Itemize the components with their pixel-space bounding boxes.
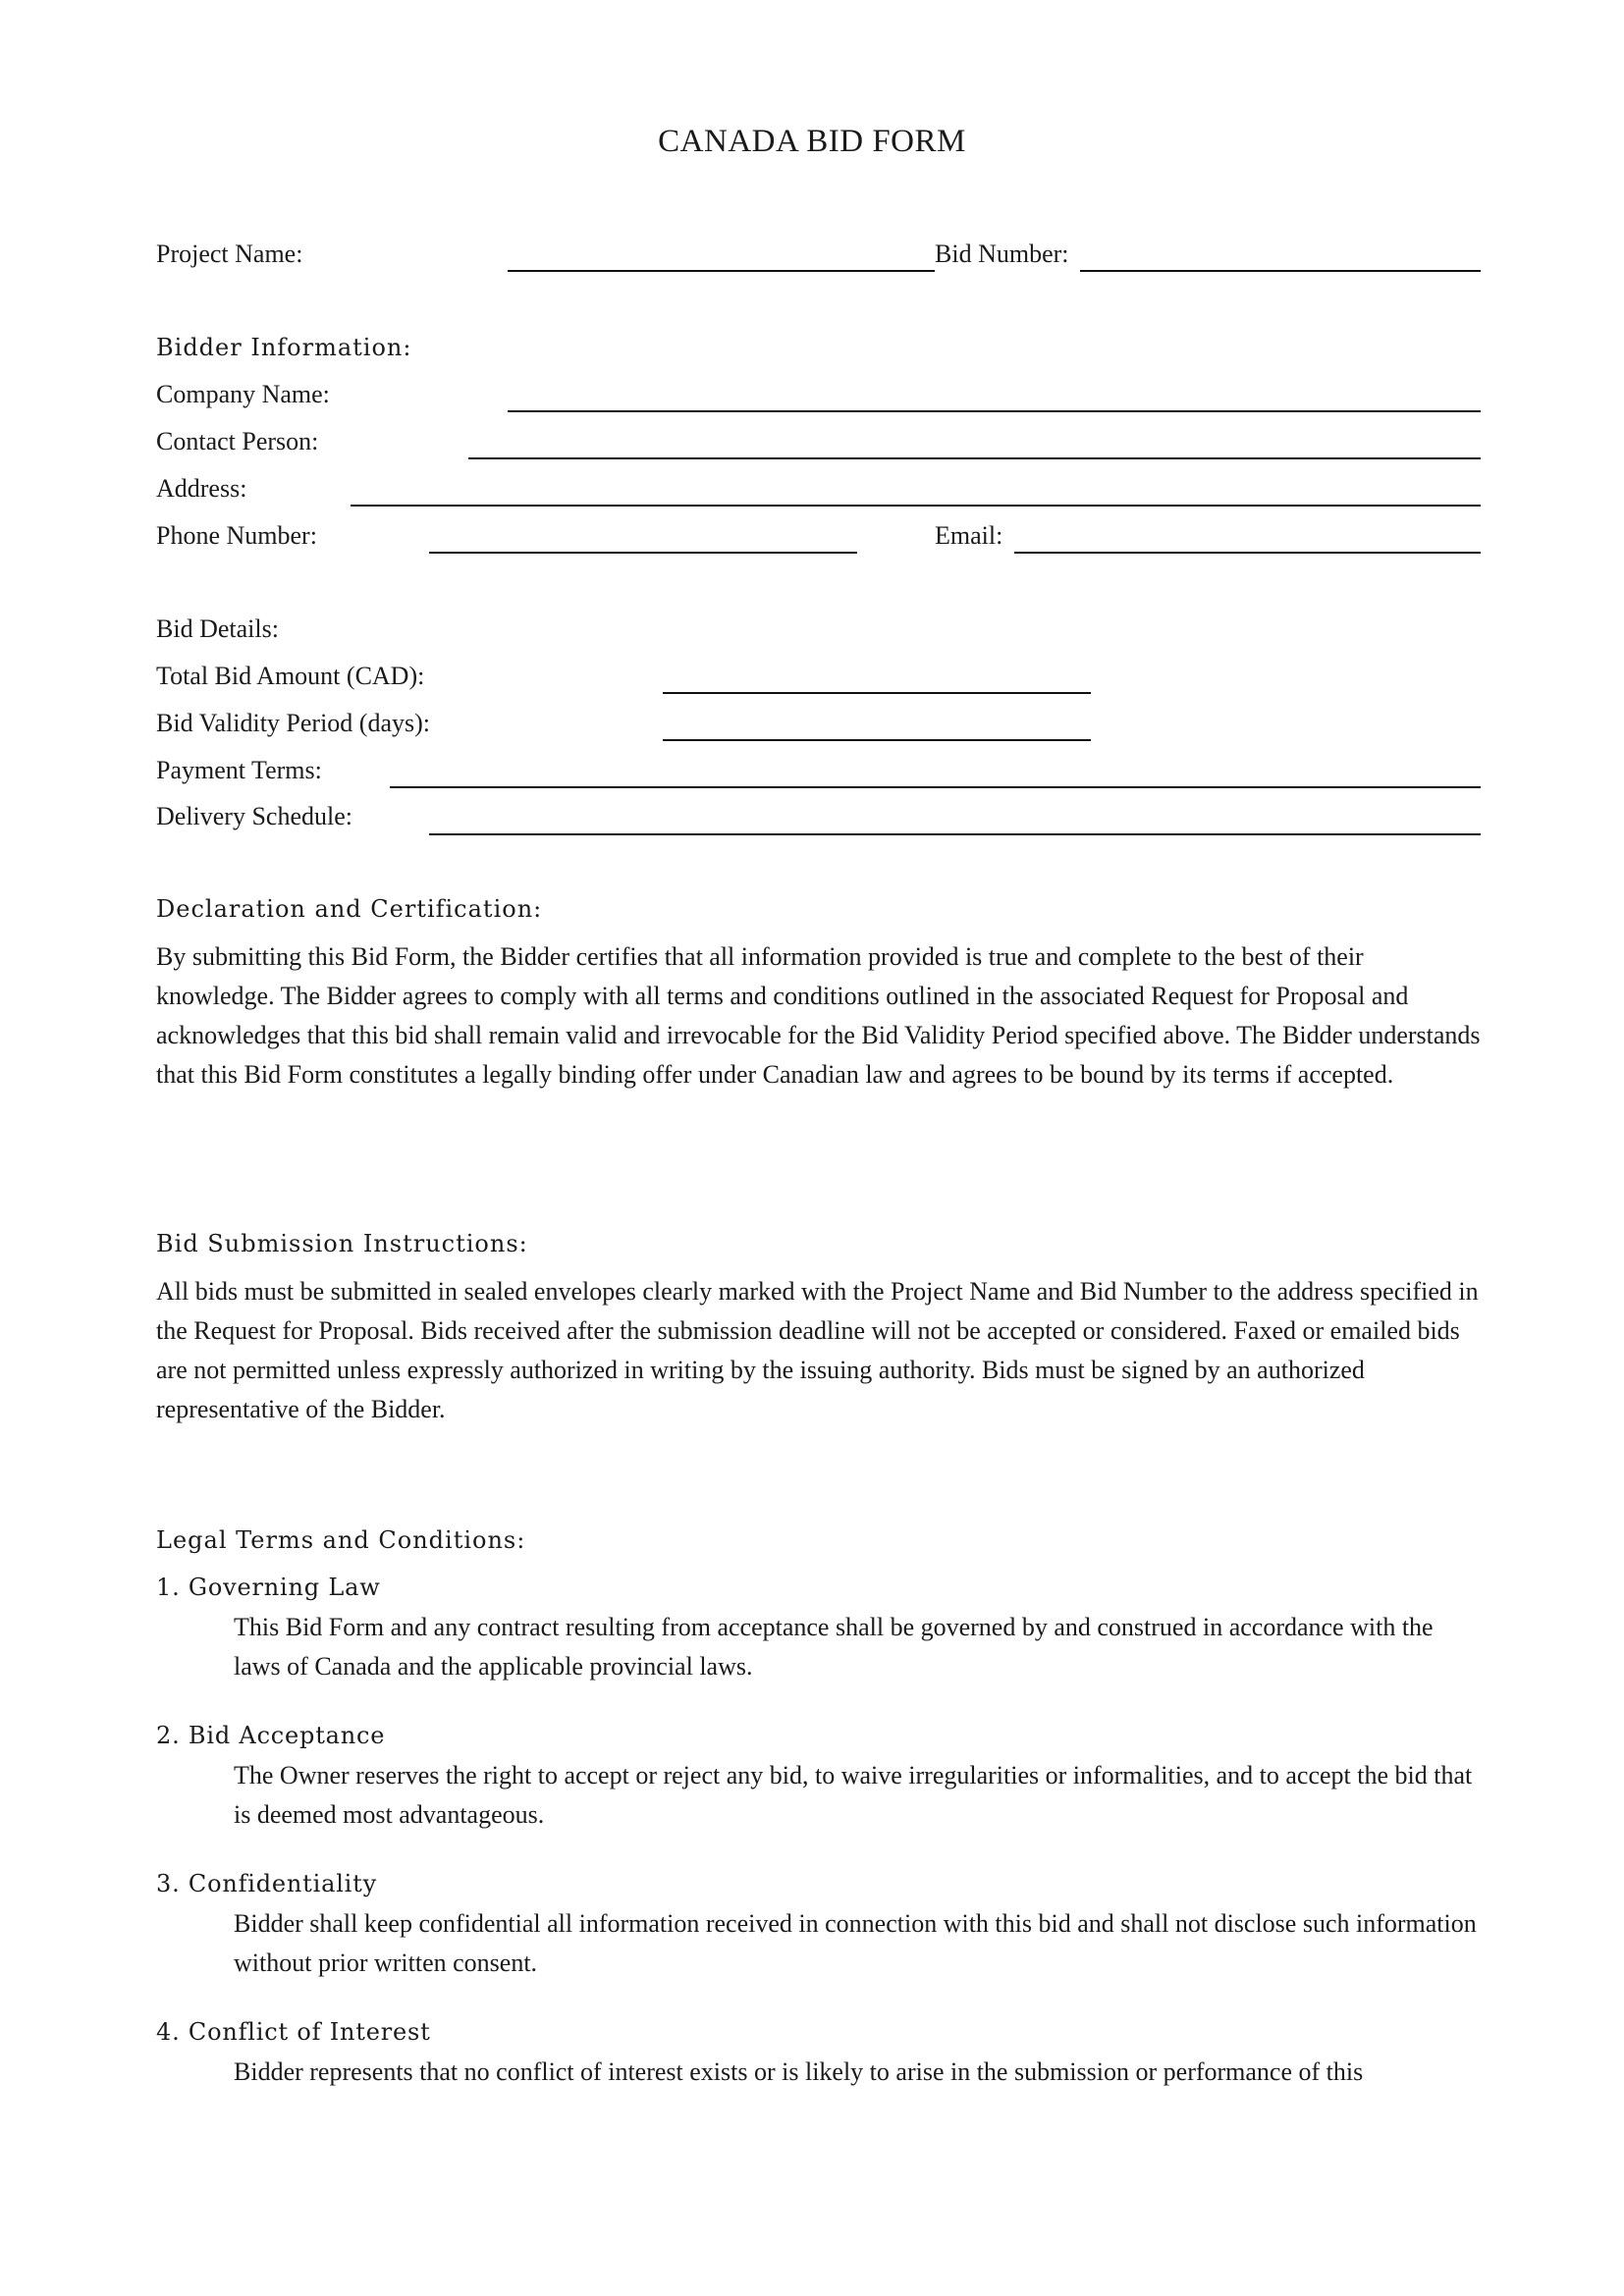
project-name-label: Project Name: — [156, 240, 303, 268]
legal-item-text: Bidder represents that no conflict of interest exists or is likely to arise in the submission or performance of this — [234, 2057, 1364, 2086]
legal-item-text: This Bid Form and any contract resulting from acceptance shall be governed by and construed in accordance with the laws of Canada and the applicable provincial laws. — [234, 1613, 1434, 1681]
contact-person-field[interactable] — [468, 457, 1481, 459]
project-name-field[interactable] — [508, 270, 935, 272]
legal-item-text: The Owner reserves the right to accept or reject any bid, to waive irregularities or informalities, and to accept the bid that is deemed most advantageous. — [234, 1761, 1473, 1829]
legal-item-text: Bidder shall keep confidential all information received in connection with this bid and shall not disclose such information without prior written consent. — [234, 1909, 1477, 1977]
legal-item-title: 3. Confidentiality — [156, 1870, 377, 1897]
contact-person-label: Contact Person: — [156, 427, 319, 455]
email-label: Email: — [935, 521, 1003, 550]
bid-validity-field[interactable] — [663, 739, 1091, 741]
delivery-schedule-field[interactable] — [429, 833, 1481, 835]
email-field[interactable] — [1014, 552, 1481, 554]
bid-details-heading: Bid Details: — [156, 614, 279, 643]
phone-number-field[interactable] — [429, 552, 857, 554]
total-bid-amount-field[interactable] — [663, 692, 1091, 694]
address-field[interactable] — [351, 505, 1481, 507]
total-bid-amount-label: Total Bid Amount (CAD): — [156, 662, 425, 690]
payment-terms-field[interactable] — [390, 786, 1481, 788]
company-name-label: Company Name: — [156, 380, 330, 408]
bid-number-field[interactable] — [1080, 270, 1481, 272]
legal-heading: Legal Terms and Conditions: — [156, 1526, 526, 1554]
legal-item-title: 4. Conflict of Interest — [156, 2018, 431, 2046]
company-name-field[interactable] — [508, 410, 1481, 412]
bid-number-label: Bid Number: — [935, 240, 1069, 268]
address-label: Address: — [156, 474, 247, 503]
submission-text: All bids must be submitted in sealed envelopes clearly marked with the Project Name and Bid Number to the address specified in the Request for Proposal. Bids received after the submission deadline will not be accepted or considered. Faxed or emailed bids are not permitted unless expressly authorized in writing by the issuing authority. Bids must be signed by an authorized representative of the Bidder. — [156, 1277, 1479, 1423]
delivery-schedule-label: Delivery Schedule: — [156, 802, 352, 830]
declaration-heading: Declaration and Certification: — [156, 895, 543, 923]
bid-validity-label: Bid Validity Period (days): — [156, 709, 431, 737]
declaration-text: By submitting this Bid Form, the Bidder certifies that all information provided is true and complete to the best of their knowledge. The Bidder agrees to comply with all terms and conditions outlined in the associated Request for Proposal and acknowledges that this bid shall remain valid and irrevocable for the Bid Validity Period specified above. The Bidder understands that this Bid Form constitutes a legally binding offer under Canadian law and agrees to be bound by its terms if accepted. — [156, 942, 1481, 1089]
form-title: CANADA BID FORM — [658, 124, 966, 159]
payment-terms-label: Payment Terms: — [156, 756, 322, 784]
bidder-info-heading: Bidder Information: — [156, 334, 412, 361]
phone-number-label: Phone Number: — [156, 521, 317, 550]
submission-heading: Bid Submission Instructions: — [156, 1230, 528, 1257]
legal-item-title: 2. Bid Acceptance — [156, 1722, 386, 1749]
legal-item-title: 1. Governing Law — [156, 1574, 381, 1601]
